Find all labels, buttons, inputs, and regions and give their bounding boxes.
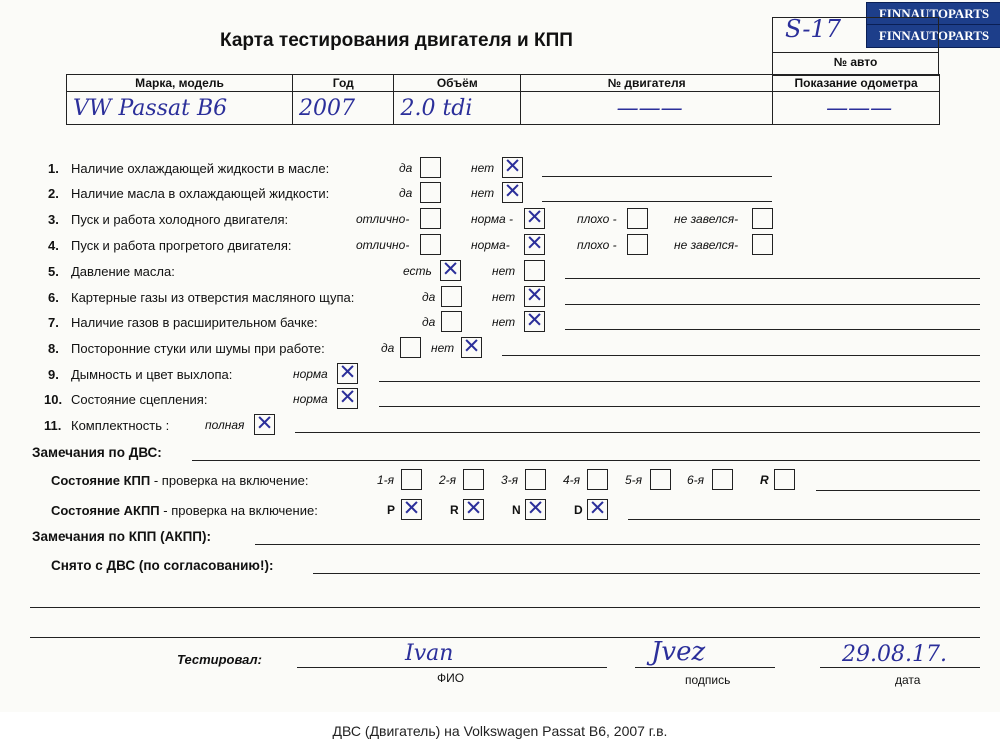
item-number: 4. — [48, 238, 59, 253]
checkbox-checked[interactable]: ✕ — [525, 205, 544, 229]
column-header: Показание одометра — [773, 75, 940, 92]
column-header: Марка, модель — [67, 75, 293, 92]
option-label: есть — [403, 264, 432, 278]
option-label: отлично- — [356, 238, 410, 252]
option-label: не завелся- — [674, 238, 739, 252]
option-label: норма — [293, 392, 328, 406]
item-number: 3. — [48, 212, 59, 227]
checkbox[interactable] — [441, 311, 462, 332]
item-label: Дымность и цвет выхлопа: — [71, 367, 233, 382]
gear-label: 3-я — [501, 473, 519, 487]
checkbox-checked[interactable]: ✕ — [338, 360, 357, 384]
notes-line — [542, 176, 772, 177]
tester-name: Ivan — [405, 641, 454, 666]
gear-label: R — [760, 473, 769, 487]
option-label: плохо - — [577, 238, 617, 252]
checkbox[interactable] — [650, 469, 671, 490]
checkbox[interactable] — [752, 208, 773, 229]
remarks-kpp-label: Замечания по КПП (АКПП): — [32, 529, 211, 544]
signature-line — [297, 667, 607, 668]
checkbox[interactable] — [712, 469, 733, 490]
item-label: Наличие масла в охлаждающей жидкости: — [71, 186, 330, 201]
column-header: № двигателя — [521, 75, 773, 92]
notes-line — [30, 607, 980, 608]
checkbox-checked[interactable]: ✕ — [525, 231, 544, 255]
option-label: да — [399, 186, 413, 200]
checkbox[interactable] — [774, 469, 795, 490]
gear-label: 5-я — [625, 473, 643, 487]
notes-line — [192, 460, 980, 461]
notes-line — [565, 329, 980, 330]
notes-line — [628, 519, 980, 520]
year-value: 2007 — [293, 92, 394, 125]
volume-value: 2.0 tdi — [394, 92, 521, 125]
checkbox[interactable] — [441, 286, 462, 307]
vehicle-info-table — [66, 74, 940, 125]
engine-number-value: ——— — [521, 92, 773, 125]
signature-line — [635, 667, 775, 668]
item-number: 1. — [48, 161, 59, 176]
checkbox-checked[interactable]: ✕ — [255, 411, 274, 435]
avto-number-label: № авто — [833, 55, 878, 69]
option-label: нет — [471, 186, 495, 200]
item-label: Состояние сцепления: — [71, 392, 208, 407]
removed-label: Снято с ДВС (по согласованию!): — [51, 558, 274, 573]
notes-line — [502, 355, 980, 356]
item-number: 9. — [48, 367, 59, 382]
caption-date: дата — [895, 673, 921, 687]
gear-label: 4-я — [563, 473, 581, 487]
gear-label: N — [512, 503, 521, 517]
option-label: нет — [471, 161, 495, 175]
gear-label: D — [574, 503, 583, 517]
signature: Jvez — [651, 637, 706, 667]
model-value: VW Passat B6 — [67, 92, 293, 125]
caption-fio: ФИО — [437, 671, 465, 685]
option-label: да — [399, 161, 413, 175]
checkbox[interactable] — [420, 182, 441, 203]
item-label: Комплектность : — [71, 418, 170, 433]
notes-line — [30, 637, 980, 638]
option-label: да — [381, 341, 395, 355]
checkbox[interactable] — [401, 469, 422, 490]
page-title: Карта тестирования двигателя и КПП — [220, 30, 573, 51]
caption-signature: подпись — [685, 673, 731, 687]
item-number: 6. — [48, 290, 59, 305]
column-header: Год — [293, 75, 394, 92]
item-number: 7. — [48, 315, 59, 330]
item-number: 2. — [48, 186, 59, 201]
checkbox[interactable] — [524, 260, 545, 281]
test-date: 29.08.17. — [842, 642, 947, 667]
item-label: Картерные газы из отверстия масляного щупа: — [71, 290, 355, 305]
checkbox-checked[interactable]: ✕ — [503, 179, 522, 203]
checkbox-checked[interactable]: ✕ — [526, 496, 545, 520]
item-number: 8. — [48, 341, 59, 356]
notes-line — [816, 490, 980, 491]
checkbox[interactable] — [420, 208, 441, 229]
odometer-value: ——— — [773, 92, 940, 125]
option-label: нет — [492, 264, 516, 278]
checkbox-checked[interactable]: ✕ — [462, 334, 481, 358]
item-label: Посторонние стуки или шумы при работе: — [71, 341, 325, 356]
akpp-row: Состояние АКПП - проверка на включение: — [51, 503, 318, 518]
gear-label: 6-я — [687, 473, 705, 487]
image-caption: ДВС (Двигатель) на Volkswagen Passat B6, 2007 г.в. — [0, 712, 1000, 750]
option-label: плохо - — [577, 212, 617, 226]
notes-line — [565, 278, 980, 279]
item-label: Пуск и работа холодного двигателя: — [71, 212, 289, 227]
option-label: нет — [431, 341, 455, 355]
option-label: нет — [492, 315, 516, 329]
option-label: да — [422, 315, 436, 329]
option-label: да — [422, 290, 436, 304]
checkbox-checked[interactable]: ✕ — [338, 385, 357, 409]
checkbox-checked[interactable]: ✕ — [441, 257, 460, 281]
gear-label: R — [450, 503, 459, 517]
item-label: Наличие охлаждающей жидкости в масле: — [71, 161, 330, 176]
checkbox-checked[interactable]: ✕ — [525, 283, 544, 307]
notes-line — [313, 573, 980, 574]
checkbox-checked[interactable]: ✕ — [588, 496, 607, 520]
notes-line — [379, 381, 980, 382]
signature-line — [820, 667, 980, 668]
option-label: норма- — [471, 238, 510, 252]
checkbox-checked[interactable]: ✕ — [525, 308, 544, 332]
checkbox[interactable] — [525, 469, 546, 490]
option-label: не завелся- — [674, 212, 739, 226]
checkbox-checked[interactable]: ✕ — [464, 496, 483, 520]
notes-line — [565, 304, 980, 305]
checkbox-checked[interactable]: ✕ — [402, 496, 421, 520]
item-number: 5. — [48, 264, 59, 279]
notes-line — [295, 432, 980, 433]
checkbox[interactable] — [627, 234, 648, 255]
item-number: 10. — [44, 392, 63, 407]
notes-line — [379, 406, 980, 407]
checkbox[interactable] — [420, 234, 441, 255]
remarks-dvs-label: Замечания по ДВС: — [32, 445, 162, 460]
column-header: Объём — [394, 75, 521, 92]
option-label: нет — [492, 290, 516, 304]
gear-label: 1-я — [377, 473, 395, 487]
notes-line — [255, 544, 980, 545]
gear-label: 2-я — [439, 473, 457, 487]
option-label: отлично- — [356, 212, 410, 226]
option-label: норма — [293, 367, 328, 381]
gear-label: P — [387, 503, 396, 517]
avto-number-value: S-17 — [785, 15, 841, 43]
checkbox[interactable] — [627, 208, 648, 229]
kpp-row: Состояние КПП - проверка на включение: — [51, 473, 309, 488]
checkbox-checked[interactable]: ✕ — [503, 154, 522, 178]
watermark-logo: FINNAUTOPARTS — [866, 24, 1000, 48]
item-number: 11. — [44, 418, 62, 433]
checkbox[interactable] — [752, 234, 773, 255]
item-label: Наличие газов в расширительном бачке: — [71, 315, 318, 330]
watermark-logo: FINNAUTOPARTS — [866, 2, 1000, 26]
notes-line — [542, 201, 772, 202]
checkbox[interactable] — [420, 157, 441, 178]
checkbox[interactable] — [463, 469, 484, 490]
tested-label: Тестировал: — [177, 652, 262, 667]
option-label: полная — [205, 418, 245, 432]
item-label: Давление масла: — [71, 264, 175, 279]
item-label: Пуск и работа прогретого двигателя: — [71, 238, 292, 253]
option-label: норма - — [471, 212, 514, 226]
checkbox[interactable] — [400, 337, 421, 358]
checkbox[interactable] — [587, 469, 608, 490]
